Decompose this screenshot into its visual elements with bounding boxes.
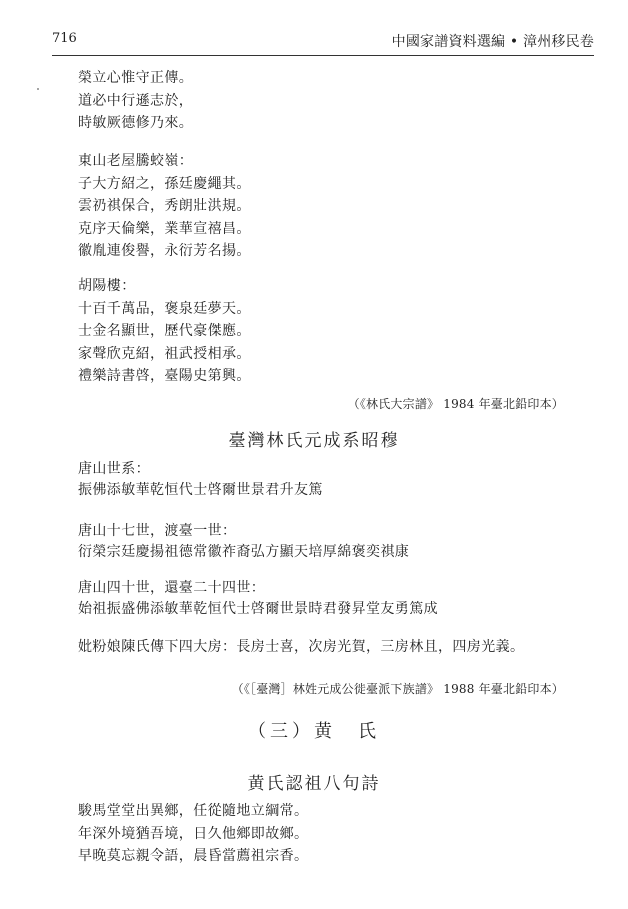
poem-huang xyxy=(78,800,308,868)
poem-line: 年深外境猶吾境，日久他鄉即故鄉。 xyxy=(78,825,309,842)
generation-block xyxy=(78,459,323,501)
block-label: 唐山世系： xyxy=(78,461,150,477)
section-title: 臺灣林氏元成系昭穆 xyxy=(228,431,400,451)
poem-line: 克序天倫樂，業華宣禧昌。 xyxy=(78,220,251,237)
poem-line: 徽胤連俊譽，永衍芳名揚。 xyxy=(78,243,251,259)
poem-line: 道必中行遜志於， xyxy=(78,92,194,109)
generation-block xyxy=(78,521,409,563)
poem-line: 十百千萬品，褒泉廷夢天。 xyxy=(78,300,251,317)
block-label: 唐山十七世，渡臺一世： xyxy=(78,523,237,539)
poem-line: 早晚莫忘親令語，晨昏當薦祖宗香。 xyxy=(78,848,309,864)
block-text: 振佛添敏華乾恒代士啓爾世景君升友篤 xyxy=(78,482,323,498)
source-citation: （《［臺灣］林姓元成公徙臺派下族譜》 1988 年臺北鉛印本） xyxy=(231,682,564,696)
poem-line: 士金名顯世，歷代豪傑應。 xyxy=(78,323,251,339)
poem-line: 禮樂詩書啓，臺陽史第興。 xyxy=(78,368,251,384)
poem-line: 駿馬堂堂出異鄉，任從隨地立綱常。 xyxy=(78,803,309,819)
margin-speck xyxy=(37,88,39,90)
page-header xyxy=(52,31,594,56)
section-title: 黄氏認祖八句詩 xyxy=(247,774,381,794)
ancestor-note xyxy=(78,637,524,658)
chapter-title: （三）黄 氏 xyxy=(248,721,380,742)
poem-heading: 東山老屋騰蛟嶺： xyxy=(78,153,194,169)
poem-line: 榮立心惟守正傳。 xyxy=(78,70,194,86)
block-label: 唐山四十世，還臺二十四世： xyxy=(78,580,266,596)
source-citation: （《林氏大宗譜》 1984 年臺北鉛印本） xyxy=(347,397,564,411)
poem-dongshan xyxy=(78,150,251,263)
block-text: 始祖振盛佛添敏華乾恒代士啓爾世景時君發昇堂友勇篤成 xyxy=(78,601,438,617)
poem-continuation xyxy=(78,67,193,135)
poem-huyang xyxy=(78,275,251,388)
poem-line: 家聲欣克紹，祖武授相承。 xyxy=(78,345,251,362)
generation-block xyxy=(78,578,438,620)
poem-line: 子大方紹之，孫廷慶繩其。 xyxy=(78,175,251,192)
block-text: 衍榮宗廷慶揚祖德常徽祚裔弘方顯天培厚綿褒奕祺康 xyxy=(78,544,410,560)
page-number: 716 xyxy=(52,31,77,46)
poem-heading: 胡陽樓： xyxy=(78,278,136,294)
block-text: 妣粉娘陳氏傳下四大房：長房士喜，次房光賀，三房林且，四房光義。 xyxy=(78,639,525,655)
running-title: 中國家譜資料選編 • 漳州移民卷 xyxy=(391,34,594,50)
poem-line: 時敏厥德修乃來。 xyxy=(78,115,194,131)
poem-line: 雲礽祺保合，秀朗壯洪規。 xyxy=(78,198,251,214)
